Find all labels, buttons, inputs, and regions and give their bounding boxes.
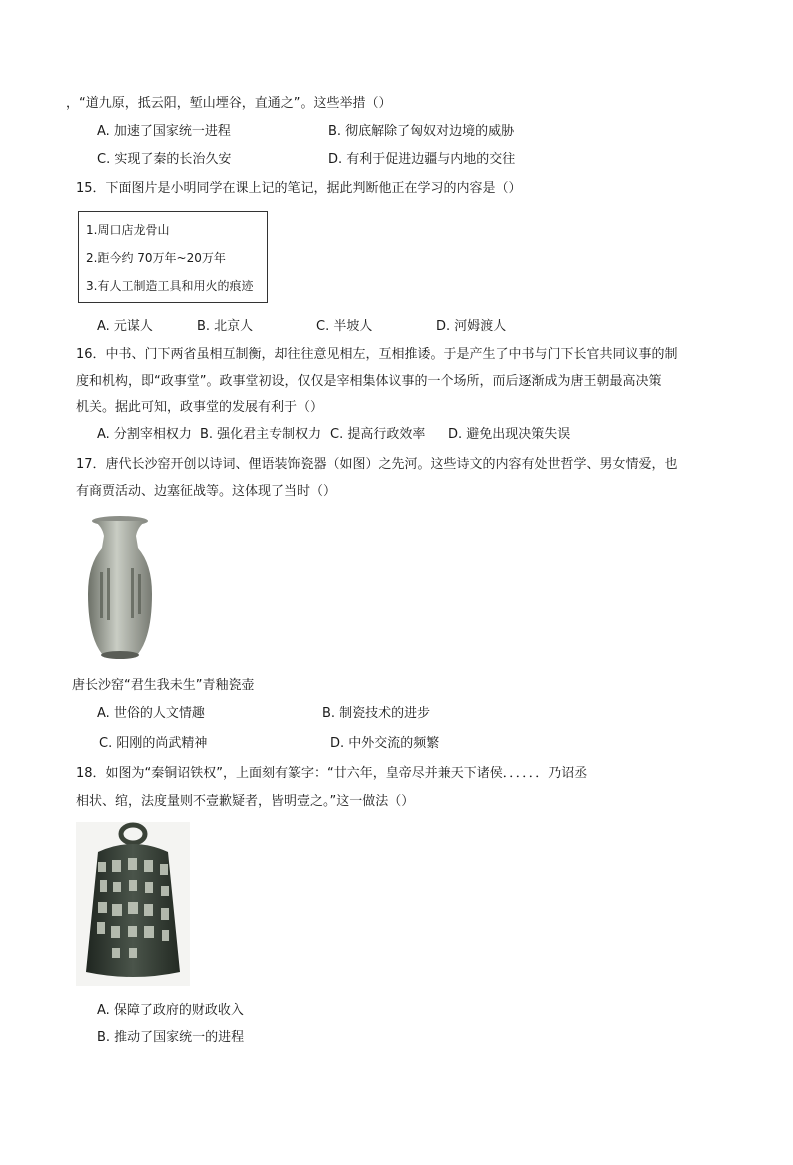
q15-option-d[interactable]: D. 河姆渡人 bbox=[436, 319, 507, 334]
q17-option-c[interactable]: C. 阳刚的尚武精神 bbox=[99, 736, 208, 751]
q14-stem-continuation: ，“道九原，抵云阳，堑山堙谷，直通之”。这些举措（） bbox=[66, 96, 392, 111]
q17-option-d[interactable]: D. 中外交流的频繁 bbox=[330, 736, 440, 751]
q17-stem-line-2: 有商贾活动、边塞征战等。这体现了当时（） bbox=[76, 484, 337, 499]
q14-option-a[interactable]: A. 加速了国家统一进程 bbox=[97, 124, 231, 139]
q16-stem-line-1: 16．中书、门下两省虽相互制衡，却往往意见相左，互相推诿。于是产生了中书与门下长官共同议事的制 bbox=[76, 347, 678, 362]
q14-option-c[interactable]: C. 实现了秦的长治久安 bbox=[97, 152, 232, 167]
q15-option-a[interactable]: A. 元谋人 bbox=[97, 319, 153, 334]
q18-option-b[interactable]: B. 推动了国家统一的进程 bbox=[97, 1030, 245, 1045]
q16-option-a[interactable]: A. 分割宰相权力 bbox=[97, 427, 192, 442]
q15-option-b[interactable]: B. 北京人 bbox=[197, 319, 254, 334]
porcelain-vase-image bbox=[80, 514, 160, 664]
vase-icon bbox=[80, 514, 160, 664]
q18-stem-line-1: 18．如图为“秦铜诏铁权”，上面刻有篆字：“廿六年，皇帝尽并兼天下诸侯．．．．．．乃诏丞 bbox=[76, 766, 588, 781]
q18-option-a[interactable]: A. 保障了政府的财政收入 bbox=[97, 1003, 244, 1018]
q17-option-b[interactable]: B. 制瓷技术的进步 bbox=[322, 706, 431, 721]
q16-option-b[interactable]: B. 强化君主专制权力 bbox=[200, 427, 322, 442]
q17-stem-line-1: 17．唐代长沙窑开创以诗词、俚语装饰瓷器（如图）之先河。这些诗文的内容有处世哲学、男女情爱，也 bbox=[76, 457, 678, 472]
bronze-weight-icon bbox=[76, 822, 190, 986]
q16-option-c[interactable]: C. 提高行政效率 bbox=[330, 427, 426, 442]
bronze-weight-image bbox=[76, 822, 190, 986]
q14-option-d[interactable]: D. 有利于促进边疆与内地的交往 bbox=[328, 152, 516, 167]
q15-option-c[interactable]: C. 半坡人 bbox=[316, 319, 373, 334]
q15-note-line-3: 3.有人工制造工具和用火的痕迹 bbox=[86, 279, 254, 293]
q17-option-a[interactable]: A. 世俗的人文情趣 bbox=[97, 706, 205, 721]
q15-stem: 15．下面图片是小明同学在课上记的笔记，据此判断他正在学习的内容是（） bbox=[76, 181, 522, 196]
q16-option-d[interactable]: D. 避免出现决策失误 bbox=[448, 427, 571, 442]
q18-stem-line-2: 相状、绾，法度量则不壹歉疑者，皆明壹之。”这一做法（） bbox=[76, 794, 415, 809]
q15-note-line-2: 2.距今约 70万年~20万年 bbox=[86, 251, 226, 265]
q16-stem-line-3: 机关。据此可知，政事堂的发展有利于（） bbox=[76, 400, 324, 415]
q15-note-box bbox=[78, 211, 268, 303]
q15-note-line-1: 1.周口店龙骨山 bbox=[86, 223, 170, 237]
q17-image-caption: 唐长沙窑“君生我未生”青釉瓷壶 bbox=[72, 678, 255, 693]
q14-option-b[interactable]: B. 彻底解除了匈奴对边境的威胁 bbox=[328, 124, 515, 139]
q16-stem-line-2: 度和机构，即“政事堂”。政事堂初设，仅仅是宰相集体议事的一个场所，而后逐渐成为唐王朝最高决策 bbox=[76, 374, 662, 389]
